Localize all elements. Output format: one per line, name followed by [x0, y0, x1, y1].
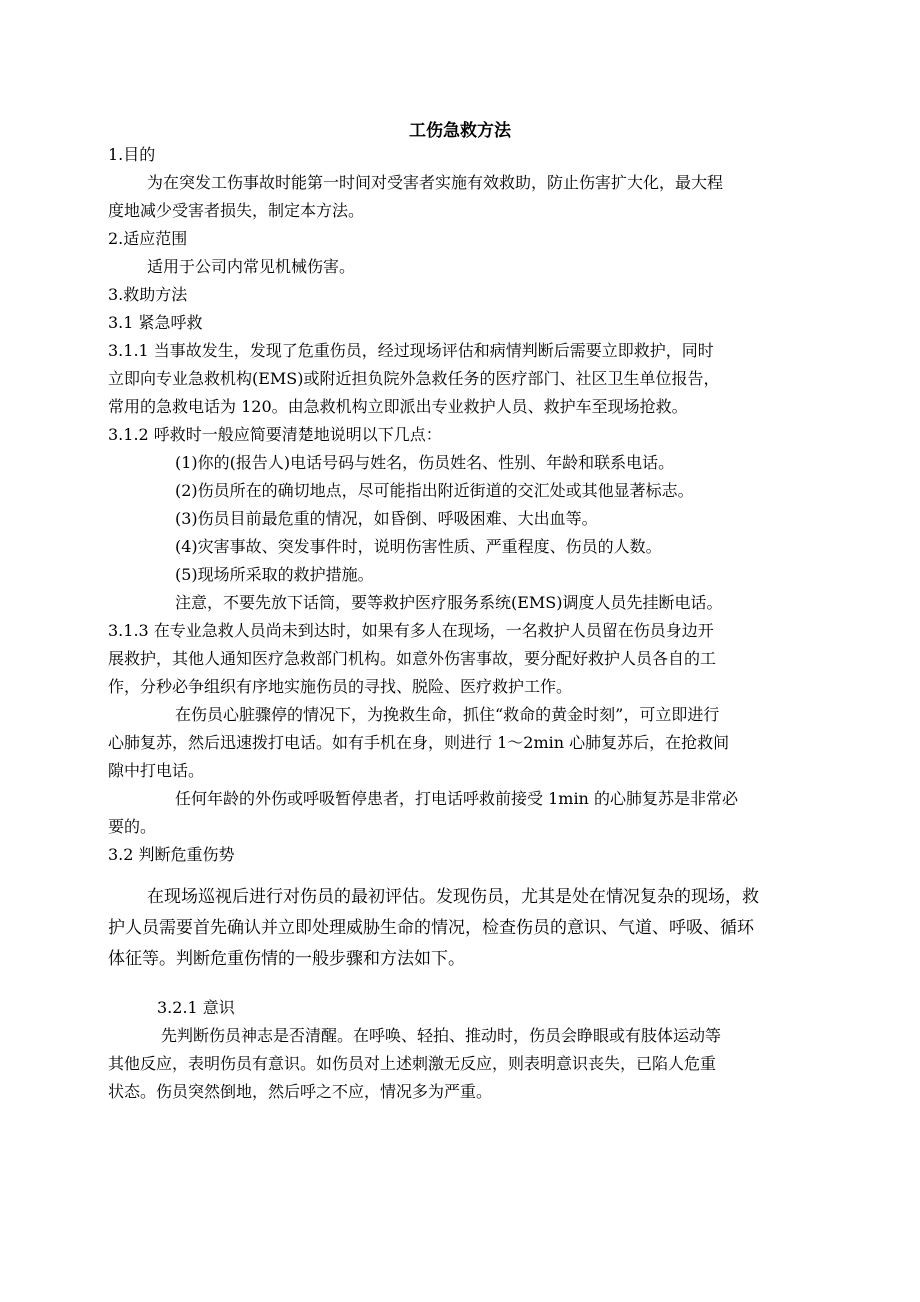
- document-title: 工伤急救方法: [409, 121, 511, 141]
- section-3-2-heading: 3.2 判断危重伤势: [108, 845, 235, 864]
- section-3-2-1-line-1: 先判断伤员神志是否清醒。在呼唤、轻拍、推动时，伤员会睁眼或有肢体运动等: [161, 1026, 722, 1045]
- any-age-paragraph-line-1: 任何年龄的外伤或呼吸暂停患者，打电话呼救前接受 1min 的心肺复苏是非常必: [175, 789, 738, 808]
- section-3-1-1-line-1: 3.1.1 当事故发生，发现了危重伤员，经过现场评估和病情判断后需要立即救护，同时: [108, 341, 714, 360]
- list-item-3: (3)伤员目前最危重的情况，如昏倒、呼吸困难、大出血等。: [175, 509, 598, 528]
- section-3-1-1-line-3: 常用的急救电话为 120。由急救机构立即派出专业救护人员、救护车至现场抢救。: [108, 397, 688, 416]
- cpr-paragraph-line-1: 在伤员心脏骤停的情况下，为挽救生命，抓住“救命的黄金时刻”，可立即进行: [175, 705, 720, 724]
- section-3-1-3-line-2: 展救护，其他人通知医疗急救部门机构。如意外伤害事故，要分配好救护人员各自的工: [108, 649, 717, 668]
- section-3-2-1-line-2: 其他反应，表明伤员有意识。如伤员对上述刺激无反应，则表明意识丧失，已陷人危重: [108, 1054, 717, 1073]
- list-item-2: (2)伤员所在的确切地点，尽可能指出附近街道的交汇处或其他显著标志。: [175, 481, 694, 500]
- section-3-1-3-line-1: 3.1.3 在专业急救人员尚未到达时，如果有多人在现场，一名救护人员留在伤员身边开: [108, 621, 714, 640]
- section-3-2-1-heading: 3.2.1 意识: [157, 998, 235, 1017]
- section-1-paragraph-line-1: 为在突发工伤事故时能第一时间对受害者实施有效救助，防止伤害扩大化，最大程: [147, 173, 724, 192]
- any-age-paragraph-line-2: 要的。: [108, 817, 157, 836]
- cpr-paragraph-line-2: 心肺复苏，然后迅速拨打电话。如有手机在身，则进行 1～2min 心肺复苏后，在抢救间: [108, 733, 730, 752]
- section-3-2-paragraph-line-3: 体征等。判断危重伤情的一般步骤和方法如下。: [108, 949, 465, 969]
- section-3-1-heading: 3.1 紧急呼救: [108, 313, 203, 332]
- section-1-heading: 1.目的: [108, 145, 156, 164]
- note-line: 注意，不要先放下话筒，要等救护医疗服务系统(EMS)调度人员先挂断电话。: [175, 593, 723, 612]
- section-2-paragraph: 适用于公司内常见机械伤害。: [147, 257, 356, 276]
- section-2-heading: 2.适应范围: [108, 229, 188, 248]
- section-1-paragraph-line-2: 度地减少受害者损失，制定本方法。: [108, 201, 365, 220]
- section-3-2-paragraph-line-1: 在现场巡视后进行对伤员的最初评估。发现伤员，尤其是处在情况复杂的现场，救: [147, 887, 759, 907]
- section-3-1-3-line-3: 作，分秒必争组织有序地实施伤员的寻找、脱险、医疗救护工作。: [108, 677, 573, 696]
- section-3-1-1-line-2: 立即向专业急救机构(EMS)或附近担负院外急救任务的医疗部门、社区卫生单位报告，: [108, 369, 720, 388]
- section-3-2-1-line-3: 状态。伤员突然倒地，然后呼之不应，情况多为严重。: [108, 1082, 493, 1101]
- list-item-1: (1)你的(报告人)电话号码与姓名，伤员姓名、性别、年龄和联系电话。: [175, 453, 675, 472]
- cpr-paragraph-line-3: 隙中打电话。: [108, 761, 205, 780]
- section-3-heading: 3.救助方法: [108, 285, 188, 304]
- section-3-2-paragraph-line-2: 护人员需要首先确认并立即处理威胁生命的情况，检查伤员的意识、气道、呼吸、循环: [108, 918, 754, 938]
- list-item-4: (4)灾害事故、突发事件时，说明伤害性质、严重程度、伤员的人数。: [175, 537, 662, 556]
- section-3-1-2-line-1: 3.1.2 呼救时一般应简要清楚地说明以下几点：: [108, 425, 442, 444]
- list-item-5: (5)现场所采取的救护措施。: [175, 565, 374, 584]
